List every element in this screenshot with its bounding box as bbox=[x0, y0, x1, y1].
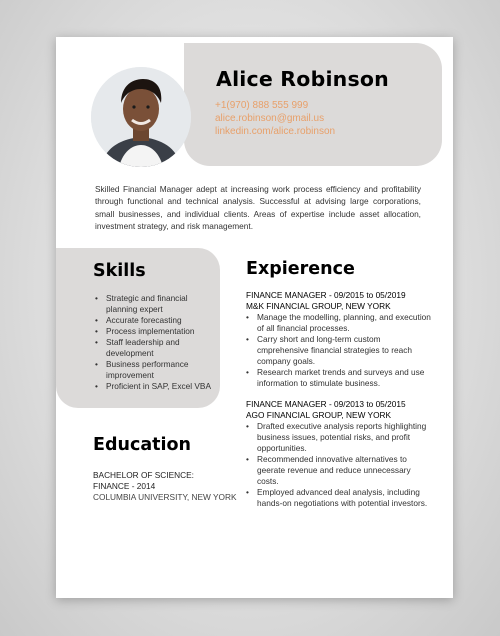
job-bullet: • Manage the modelling, planning, and execution of all financial processes. bbox=[244, 312, 434, 334]
skill-item: • Business performance improvement bbox=[93, 359, 218, 381]
skills-list bbox=[93, 293, 218, 392]
skill-item: • Process implementation bbox=[93, 326, 218, 337]
summary-paragraph: Skilled Financial Manager adept at increasing work process efficiency and profitability through functional and technical analysis. Successful at advising large corporations, small businesses, and individual clients. Areas of expertise include asset allocation, investment strategy, and risk management. bbox=[95, 184, 421, 231]
email-link[interactable]: alice.robinson@gmail.us bbox=[215, 113, 325, 124]
job-bullet: • Employed advanced deal analysis, including hands-on negotiations with potential investors. bbox=[244, 487, 434, 509]
job-title: FINANCE MANAGER - 09/2015 to 05/2019 bbox=[246, 290, 406, 300]
field-year-text: FINANCE - 2014 bbox=[93, 481, 156, 491]
job-bullet: • Research market trends and surveys and use information to stimulate business. bbox=[244, 367, 434, 389]
skill-item: • Proficient in SAP, Excel VBA bbox=[93, 381, 218, 392]
job-bullet: • Carry short and long-term custom cmprehensive financial strategies to reach company goals. bbox=[244, 334, 434, 367]
linkedin-link[interactable]: linkedin.com/alice.robinson bbox=[215, 126, 336, 137]
experience-heading: Expierence bbox=[246, 259, 355, 279]
job-bullet: • Drafted executive analysis reports highlighting business issues, potential risks, and profit opportunities. bbox=[244, 421, 434, 454]
job-bullets bbox=[244, 312, 434, 389]
phone-text: +1(970) 888 555 999 bbox=[215, 100, 309, 111]
job-title: FINANCE MANAGER - 09/2013 to 05/2015 bbox=[246, 399, 406, 409]
job-bullet: • Recommended innovative alternatives to geerate revenue and reduce unnecessary costs. bbox=[244, 454, 434, 487]
school-text: COLUMBIA UNIVERSITY, NEW YORK bbox=[93, 492, 237, 502]
candidate-name: Alice Robinson bbox=[216, 67, 389, 91]
profile-photo bbox=[91, 67, 191, 167]
job-bullets bbox=[244, 421, 434, 509]
resume-page bbox=[56, 37, 453, 598]
job-header bbox=[246, 290, 406, 312]
job-company: M&K FINANCIAL GROUP, NEW YORK bbox=[246, 301, 391, 311]
skills-heading: Skills bbox=[93, 261, 146, 281]
contact-block bbox=[215, 99, 335, 138]
job-header bbox=[246, 399, 406, 421]
education-heading: Education bbox=[93, 435, 191, 455]
degree-text: BACHELOR OF SCIENCE: bbox=[93, 470, 194, 480]
skill-item: • Strategic and financial planning expert bbox=[93, 293, 218, 315]
education-entry bbox=[93, 470, 237, 503]
skill-item: • Staff leadership and development bbox=[93, 337, 218, 359]
skill-item: • Accurate forecasting bbox=[93, 315, 218, 326]
job-company: AGO FINANCIAL GROUP, NEW YORK bbox=[246, 410, 392, 420]
